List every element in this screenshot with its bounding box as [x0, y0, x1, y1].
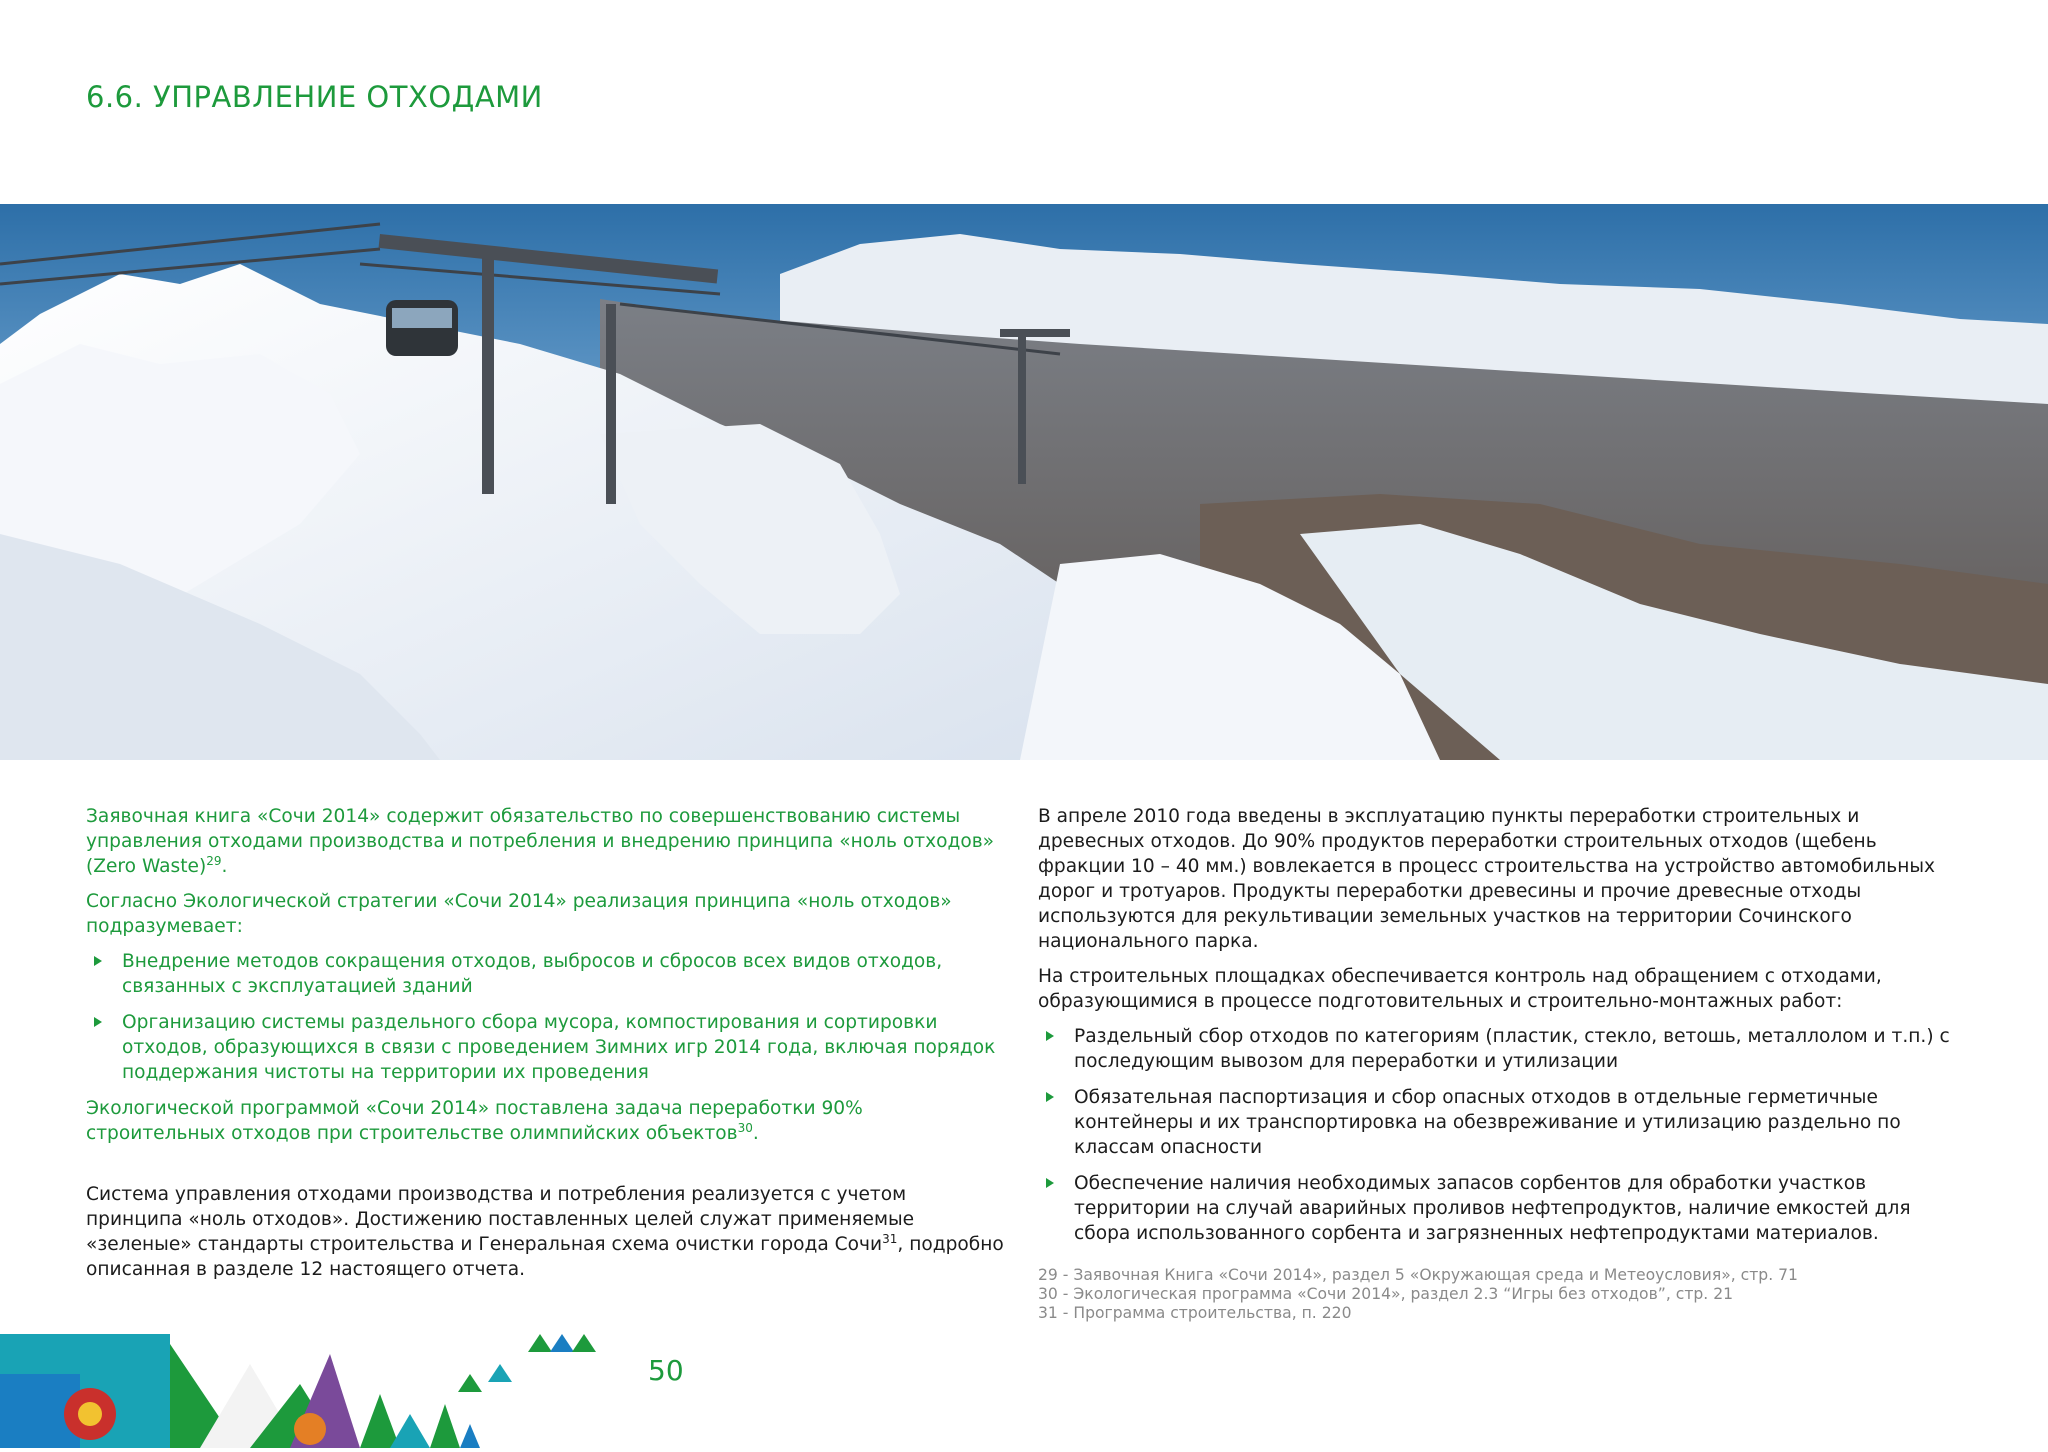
- list-item: Раздельный сбор отходов по категориям (пластик, стекло, ветошь, металлолом и т.п.) с последующим вывозом для переработки и утилизации: [1038, 1024, 1968, 1074]
- bullet-arrow-icon: [1046, 1178, 1054, 1188]
- page-number: 50: [648, 1354, 684, 1387]
- right-column: [1038, 804, 1968, 1323]
- footnotes: [1038, 1266, 1968, 1323]
- bullet-arrow-icon: [1046, 1092, 1054, 1102]
- footnote: 30 - Экологическая программа «Сочи 2014», раздел 2.3 “Игры без отходов”, стр. 21: [1038, 1285, 1734, 1303]
- list-item: Внедрение методов сокращения отходов, выбросов и сбросов всех видов отходов, связанных с эксплуатацией зданий: [86, 949, 1006, 999]
- page-title: 6.6. УПРАВЛЕНИЕ ОТХОДАМИ: [86, 80, 543, 114]
- bullet-arrow-icon: [1046, 1031, 1054, 1041]
- list-item: Обязательная паспортизация и сбор опасных отходов в отдельные герметичные контейнеры и их транспортировка на обезвреживание и утилизацию раздельно по классам опасности: [1038, 1085, 1968, 1160]
- bullet-list: [1038, 1024, 1968, 1246]
- paragraph: Заявочная книга «Сочи 2014» содержит обязательство по совершенствованию системы управления отходами производства и потребления и внедрению принципа «ноль отходов» (Zero Waste)$^{29}$.: [86, 806, 995, 877]
- decorative-ornament: [0, 1334, 600, 1448]
- footnote: 31 - Программа строительства, п. 220: [1038, 1304, 1352, 1322]
- bullet-arrow-icon: [94, 956, 102, 966]
- list-item: Организацию системы раздельного сбора мусора, компостирования и сортировки отходов, образующихся в связи с проведением Зимних игр 2014 года, включая порядок поддержания чистоты на территории их проведения: [86, 1010, 1006, 1085]
- footnote: 29 - Заявочная Книга «Сочи 2014», раздел 5 «Окружающая среда и Метеоусловия», стр. 71: [1038, 1266, 1798, 1284]
- left-column: [86, 804, 1006, 1292]
- paragraph: Экологической программой «Сочи 2014» поставлена задача переработки 90% строительных отходов при строительстве олимпийских объектов$^{30}$.: [86, 1098, 863, 1144]
- paragraph: В апреле 2010 года введены в эксплуатацию пункты переработки строительных и древесных отходов. До 90% продуктов переработки строительных отходов (щебень фракции 10 – 40 мм.) вовлекается в процесс строительства на устройство автомобильных дорог и тротуаров. Продукты переработки древесины и прочие древесные отходы используются для рекультивации земельных участков на территории Сочинского национального парка.: [1038, 806, 1936, 952]
- paragraph: Согласно Экологической стратегии «Сочи 2014» реализация принципа «ноль отходов» подразумевает:: [86, 891, 952, 937]
- mountain-panorama-photo: [0, 204, 2048, 760]
- paragraph: На строительных площадках обеспечивается контроль над обращением с отходами, образующимися в процессе подготовительных и строительно-монтажных работ:: [1038, 966, 1882, 1012]
- bullet-arrow-icon: [94, 1017, 102, 1027]
- bullet-list: [86, 949, 1006, 1085]
- list-item: Обеспечение наличия необходимых запасов сорбентов для обработки участков территории на случай аварийных проливов нефтепродуктов, наличие емкостей для сбора использованного сорбента и загрязненных нефтепродуктами материалов.: [1038, 1171, 1968, 1246]
- paragraph: Система управления отходами производства и потребления реализуется с учетом принципа «ноль отходов». Достижению поставленных целей служат применяемые «зеленые» стандарты строительства и Генеральная схема очистки города Сочи$^{31}$, подробно описанная в разделе 12 настоящего отчета.: [86, 1184, 1004, 1280]
